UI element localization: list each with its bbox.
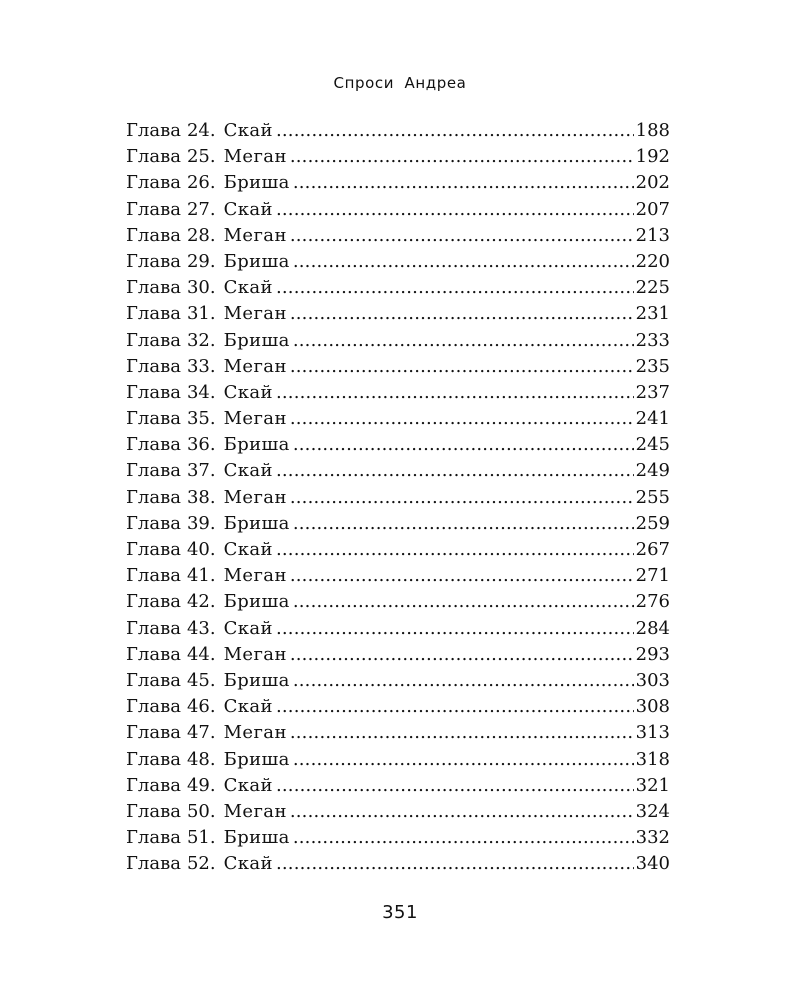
chapter-label: Глава — [126, 120, 181, 141]
dot-leader — [293, 170, 634, 196]
dot-leader — [293, 589, 634, 615]
dot-leader — [290, 144, 634, 170]
chapter-title: Бриша — [223, 748, 290, 770]
chapter-title: Меган — [223, 722, 287, 744]
chapter-page-number: 237 — [635, 381, 670, 403]
toc-entry — [126, 170, 670, 196]
chapter-title: Меган — [223, 146, 287, 168]
dot-leader — [290, 406, 634, 432]
toc-entry — [126, 328, 670, 354]
chapter-number: 34. — [186, 381, 216, 403]
chapter-title: Меган — [223, 355, 287, 377]
dot-leader — [293, 432, 634, 458]
chapter-label: Глава — [126, 643, 181, 665]
toc-entry — [126, 851, 670, 877]
chapter-label: Глава — [126, 748, 181, 770]
chapter-page-number: 318 — [635, 748, 670, 770]
chapter-label: Глава — [126, 277, 181, 299]
chapter-title: Скай — [223, 774, 273, 796]
chapter-label: Глава — [126, 381, 181, 403]
dot-leader — [293, 747, 634, 773]
chapter-title: Бриша — [223, 591, 290, 613]
dot-leader — [290, 485, 634, 511]
dot-leader — [293, 668, 634, 694]
chapter-label: Глава — [126, 460, 181, 482]
dot-leader — [276, 458, 634, 484]
chapter-page-number: 303 — [635, 669, 670, 691]
toc-entry — [126, 144, 670, 170]
toc-entry — [126, 380, 670, 406]
chapter-page-number: 324 — [635, 800, 670, 822]
chapter-title: Меган — [223, 303, 287, 325]
chapter-title: Меган — [223, 800, 287, 822]
toc-entry — [126, 668, 670, 694]
chapter-label: Глава — [126, 669, 181, 691]
chapter-label: Глава — [126, 591, 181, 613]
dot-leader — [293, 249, 634, 275]
chapter-page-number: 220 — [635, 250, 670, 272]
chapter-page-number: 284 — [635, 617, 670, 639]
chapter-number: 45. — [186, 669, 216, 691]
chapter-page-number: 313 — [635, 722, 670, 744]
chapter-label: Глава — [126, 408, 181, 430]
toc-entry — [126, 563, 670, 589]
chapter-page-number: 192 — [635, 146, 670, 168]
toc-entry — [126, 799, 670, 825]
chapter-number: 27. — [186, 198, 216, 220]
chapter-page-number: 233 — [635, 329, 670, 351]
toc-entry — [126, 616, 670, 642]
chapter-number: 48. — [186, 748, 216, 770]
dot-leader — [290, 642, 634, 668]
chapter-number: 33. — [186, 355, 216, 377]
chapter-label: Глава — [126, 172, 181, 194]
chapter-label: Глава — [126, 800, 181, 822]
chapter-title: Бриша — [223, 434, 290, 456]
toc-entry — [126, 747, 670, 773]
dot-leader — [276, 197, 634, 223]
toc-entry — [126, 485, 670, 511]
chapter-title: Скай — [223, 539, 273, 560]
chapter-number: 39. — [186, 512, 216, 534]
chapter-title: Скай — [223, 381, 273, 403]
toc-entry — [126, 720, 670, 746]
toc-entry — [126, 275, 670, 301]
chapter-page-number: 235 — [635, 355, 670, 377]
chapter-page-number: 213 — [635, 224, 670, 246]
toc-entry — [126, 537, 670, 563]
dot-leader — [290, 301, 634, 327]
dot-leader — [276, 694, 634, 720]
dot-leader — [290, 563, 634, 589]
toc-entry — [126, 354, 670, 380]
chapter-label: Глава — [126, 486, 181, 508]
toc-entry — [126, 432, 670, 458]
chapter-number: 46. — [186, 696, 216, 718]
chapter-number: 29. — [186, 250, 216, 272]
chapter-title: Скай — [223, 460, 273, 482]
toc-entry — [126, 118, 670, 144]
chapter-number: 43. — [186, 617, 216, 639]
chapter-title: Скай — [223, 120, 273, 141]
chapter-page-number: 231 — [635, 303, 670, 325]
chapter-label: Глава — [126, 512, 181, 534]
toc-entry — [126, 249, 670, 275]
toc-entry — [126, 458, 670, 484]
chapter-label: Глава — [126, 434, 181, 456]
toc-entry — [126, 406, 670, 432]
chapter-label: Глава — [126, 696, 181, 718]
chapter-title: Скай — [223, 198, 273, 220]
running-head: Спроси Андреа — [333, 74, 467, 92]
chapter-page-number: 188 — [635, 120, 670, 141]
chapter-label: Глава — [126, 224, 181, 246]
chapter-number: 41. — [186, 565, 216, 587]
chapter-number: 50. — [186, 800, 216, 822]
chapter-page-number: 249 — [635, 460, 670, 482]
dot-leader — [290, 354, 634, 380]
chapter-number: 40. — [186, 539, 216, 560]
chapter-number: 44. — [186, 643, 216, 665]
chapter-number: 31. — [186, 303, 216, 325]
chapter-label: Глава — [126, 303, 181, 325]
chapter-label: Глава — [126, 146, 181, 168]
dot-leader — [276, 537, 634, 563]
chapter-label: Глава — [126, 198, 181, 220]
chapter-page-number: 241 — [635, 408, 670, 430]
chapter-title: Скай — [223, 853, 273, 875]
chapter-number: 28. — [186, 224, 216, 246]
toc-entry — [126, 825, 670, 851]
chapter-title: Скай — [223, 617, 273, 639]
page-number: 351 — [382, 902, 418, 923]
chapter-page-number: 245 — [635, 434, 670, 456]
dot-leader — [276, 851, 634, 877]
chapter-page-number: 267 — [635, 539, 670, 560]
chapter-label: Глава — [126, 250, 181, 272]
chapter-number: 32. — [186, 329, 216, 351]
chapter-page-number: 259 — [635, 512, 670, 534]
chapter-page-number: 293 — [635, 643, 670, 665]
chapter-label: Глава — [126, 617, 181, 639]
dot-leader — [293, 328, 634, 354]
chapter-title: Меган — [223, 643, 287, 665]
dot-leader — [293, 825, 634, 851]
dot-leader — [290, 223, 634, 249]
chapter-label: Глава — [126, 853, 181, 875]
chapter-title: Меган — [223, 408, 287, 430]
chapter-label: Глава — [126, 827, 181, 849]
toc-entry — [126, 223, 670, 249]
chapter-page-number: 276 — [635, 591, 670, 613]
chapter-page-number: 225 — [635, 277, 670, 299]
chapter-label: Глава — [126, 722, 181, 744]
chapter-number: 35. — [186, 408, 216, 430]
chapter-page-number: 207 — [635, 198, 670, 220]
dot-leader — [293, 511, 634, 537]
chapter-number: 37. — [186, 460, 216, 482]
chapter-number: 49. — [186, 774, 216, 796]
chapter-title: Бриша — [223, 512, 290, 534]
chapter-label: Глава — [126, 565, 181, 587]
chapter-title: Бриша — [223, 250, 290, 272]
chapter-title: Скай — [223, 277, 273, 299]
table-of-contents — [126, 118, 670, 877]
chapter-number: 42. — [186, 591, 216, 613]
toc-entry — [126, 301, 670, 327]
chapter-page-number: 202 — [635, 172, 670, 194]
chapter-title: Меган — [223, 565, 287, 587]
chapter-title: Бриша — [223, 669, 290, 691]
chapter-label: Глава — [126, 539, 181, 560]
toc-entry — [126, 511, 670, 537]
chapter-page-number: 308 — [635, 696, 670, 718]
chapter-title: Меган — [223, 224, 287, 246]
toc-entry — [126, 197, 670, 223]
chapter-page-number: 255 — [635, 486, 670, 508]
dot-leader — [290, 720, 634, 746]
toc-entry — [126, 642, 670, 668]
chapter-page-number: 340 — [635, 853, 670, 875]
chapter-number: 25. — [186, 146, 216, 168]
chapter-title: Меган — [223, 486, 287, 508]
chapter-number: 30. — [186, 277, 216, 299]
chapter-label: Глава — [126, 774, 181, 796]
chapter-number: 36. — [186, 434, 216, 456]
chapter-label: Глава — [126, 355, 181, 377]
chapter-title: Бриша — [223, 827, 290, 849]
chapter-number: 52. — [186, 853, 216, 875]
chapter-number: 38. — [186, 486, 216, 508]
chapter-page-number: 271 — [635, 565, 670, 587]
chapter-number: 26. — [186, 172, 216, 194]
dot-leader — [276, 616, 634, 642]
chapter-page-number: 321 — [635, 774, 670, 796]
dot-leader — [276, 118, 634, 144]
chapter-number: 51. — [186, 827, 216, 849]
chapter-title: Скай — [223, 696, 273, 718]
dot-leader — [290, 799, 634, 825]
chapter-title: Бриша — [223, 172, 290, 194]
toc-entry — [126, 694, 670, 720]
chapter-page-number: 332 — [635, 827, 670, 849]
toc-entry — [126, 773, 670, 799]
dot-leader — [276, 275, 634, 301]
dot-leader — [276, 773, 634, 799]
chapter-title: Бриша — [223, 329, 290, 351]
toc-entry — [126, 589, 670, 615]
chapter-number: 24. — [186, 120, 216, 141]
chapter-label: Глава — [126, 329, 181, 351]
chapter-number: 47. — [186, 722, 216, 744]
dot-leader — [276, 380, 634, 406]
